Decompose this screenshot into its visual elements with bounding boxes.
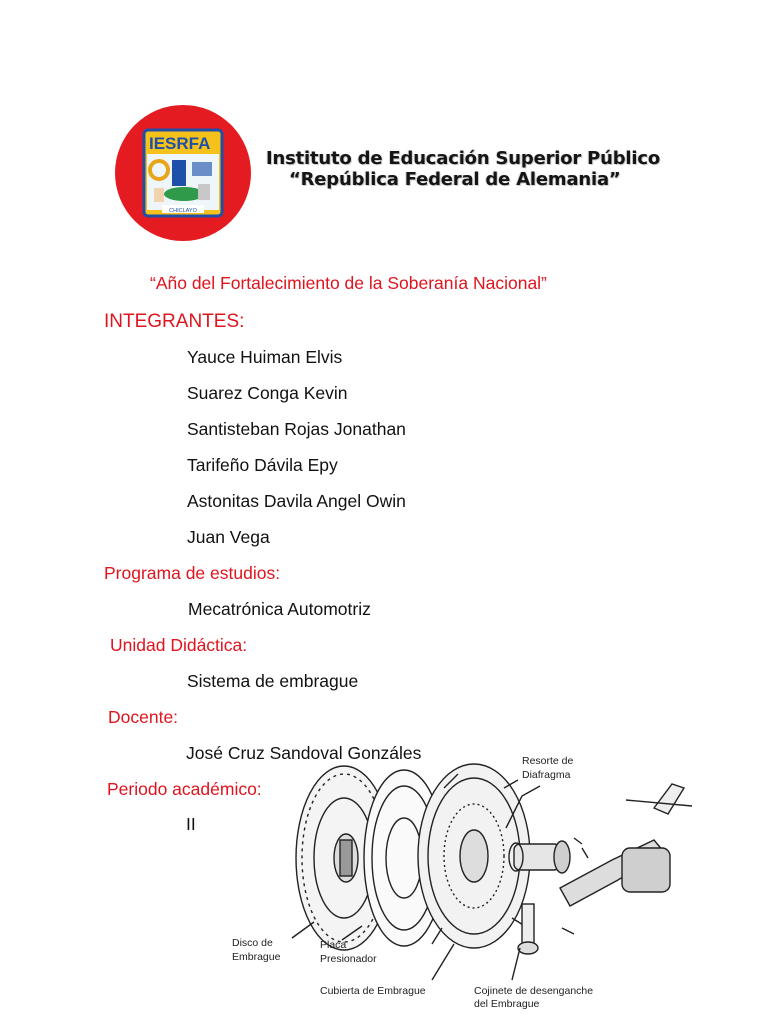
periodo-value: II	[186, 814, 196, 834]
tools-icon	[198, 184, 210, 200]
release-bearing	[509, 841, 570, 873]
member-name: Juan Vega	[187, 527, 270, 547]
bottle-icon	[172, 160, 186, 186]
docente-label: Docente:	[108, 707, 179, 727]
docente-value: José Cruz Sandoval Gonzáles	[186, 743, 422, 763]
label-diaphragm-spring-line2: Diafragma	[522, 769, 571, 781]
member-name: Yauce Huiman Elvis	[187, 347, 343, 367]
programa-label: Programa de estudios:	[104, 563, 281, 583]
year-motto: “Año del Fortalecimiento de la Soberanía Nacional”	[150, 273, 547, 293]
member-name: Santisteban Rojas Jonathan	[187, 419, 406, 439]
programa-value: Mecatrónica Automotriz	[188, 599, 371, 619]
integrantes-label: INTEGRANTES:	[104, 311, 245, 332]
periodo-label: Periodo académico:	[107, 779, 262, 799]
institution-name: Instituto de Educación Superior Público	[266, 148, 661, 169]
computer-icon	[192, 162, 212, 176]
unidad-value: Sistema de embrague	[187, 671, 359, 691]
member-name: Tarifeño Dávila Epy	[187, 455, 338, 475]
logo-subtext: CHICLAYO	[169, 208, 197, 214]
clutch-diagram	[222, 748, 712, 1020]
label-release-bearing-line2: del Embrague	[474, 998, 540, 1010]
label-release-bearing-line1: Cojinete de desenganche	[474, 985, 594, 997]
institution-logo	[114, 104, 252, 242]
logo-text: IESRFA	[149, 134, 211, 153]
member-name: Astonitas Davila Angel Owin	[187, 491, 406, 511]
unidad-label: Unidad Didáctica:	[110, 635, 248, 655]
institution-subtitle: “República Federal de Alemania”	[289, 169, 621, 190]
label-pressure-plate-line2: Presionador	[320, 953, 377, 965]
person-icon	[154, 188, 164, 202]
label-clutch-disc-line1: Disco de	[232, 937, 273, 949]
label-diaphragm-spring-line1: Resorte de	[522, 755, 574, 767]
label-pressure-plate-line1: Placa	[320, 939, 347, 951]
label-clutch-cover: Cubierta de Embrague	[320, 985, 426, 997]
member-name: Suarez Conga Kevin	[187, 383, 348, 403]
label-clutch-disc-line2: Embrague	[232, 951, 281, 963]
